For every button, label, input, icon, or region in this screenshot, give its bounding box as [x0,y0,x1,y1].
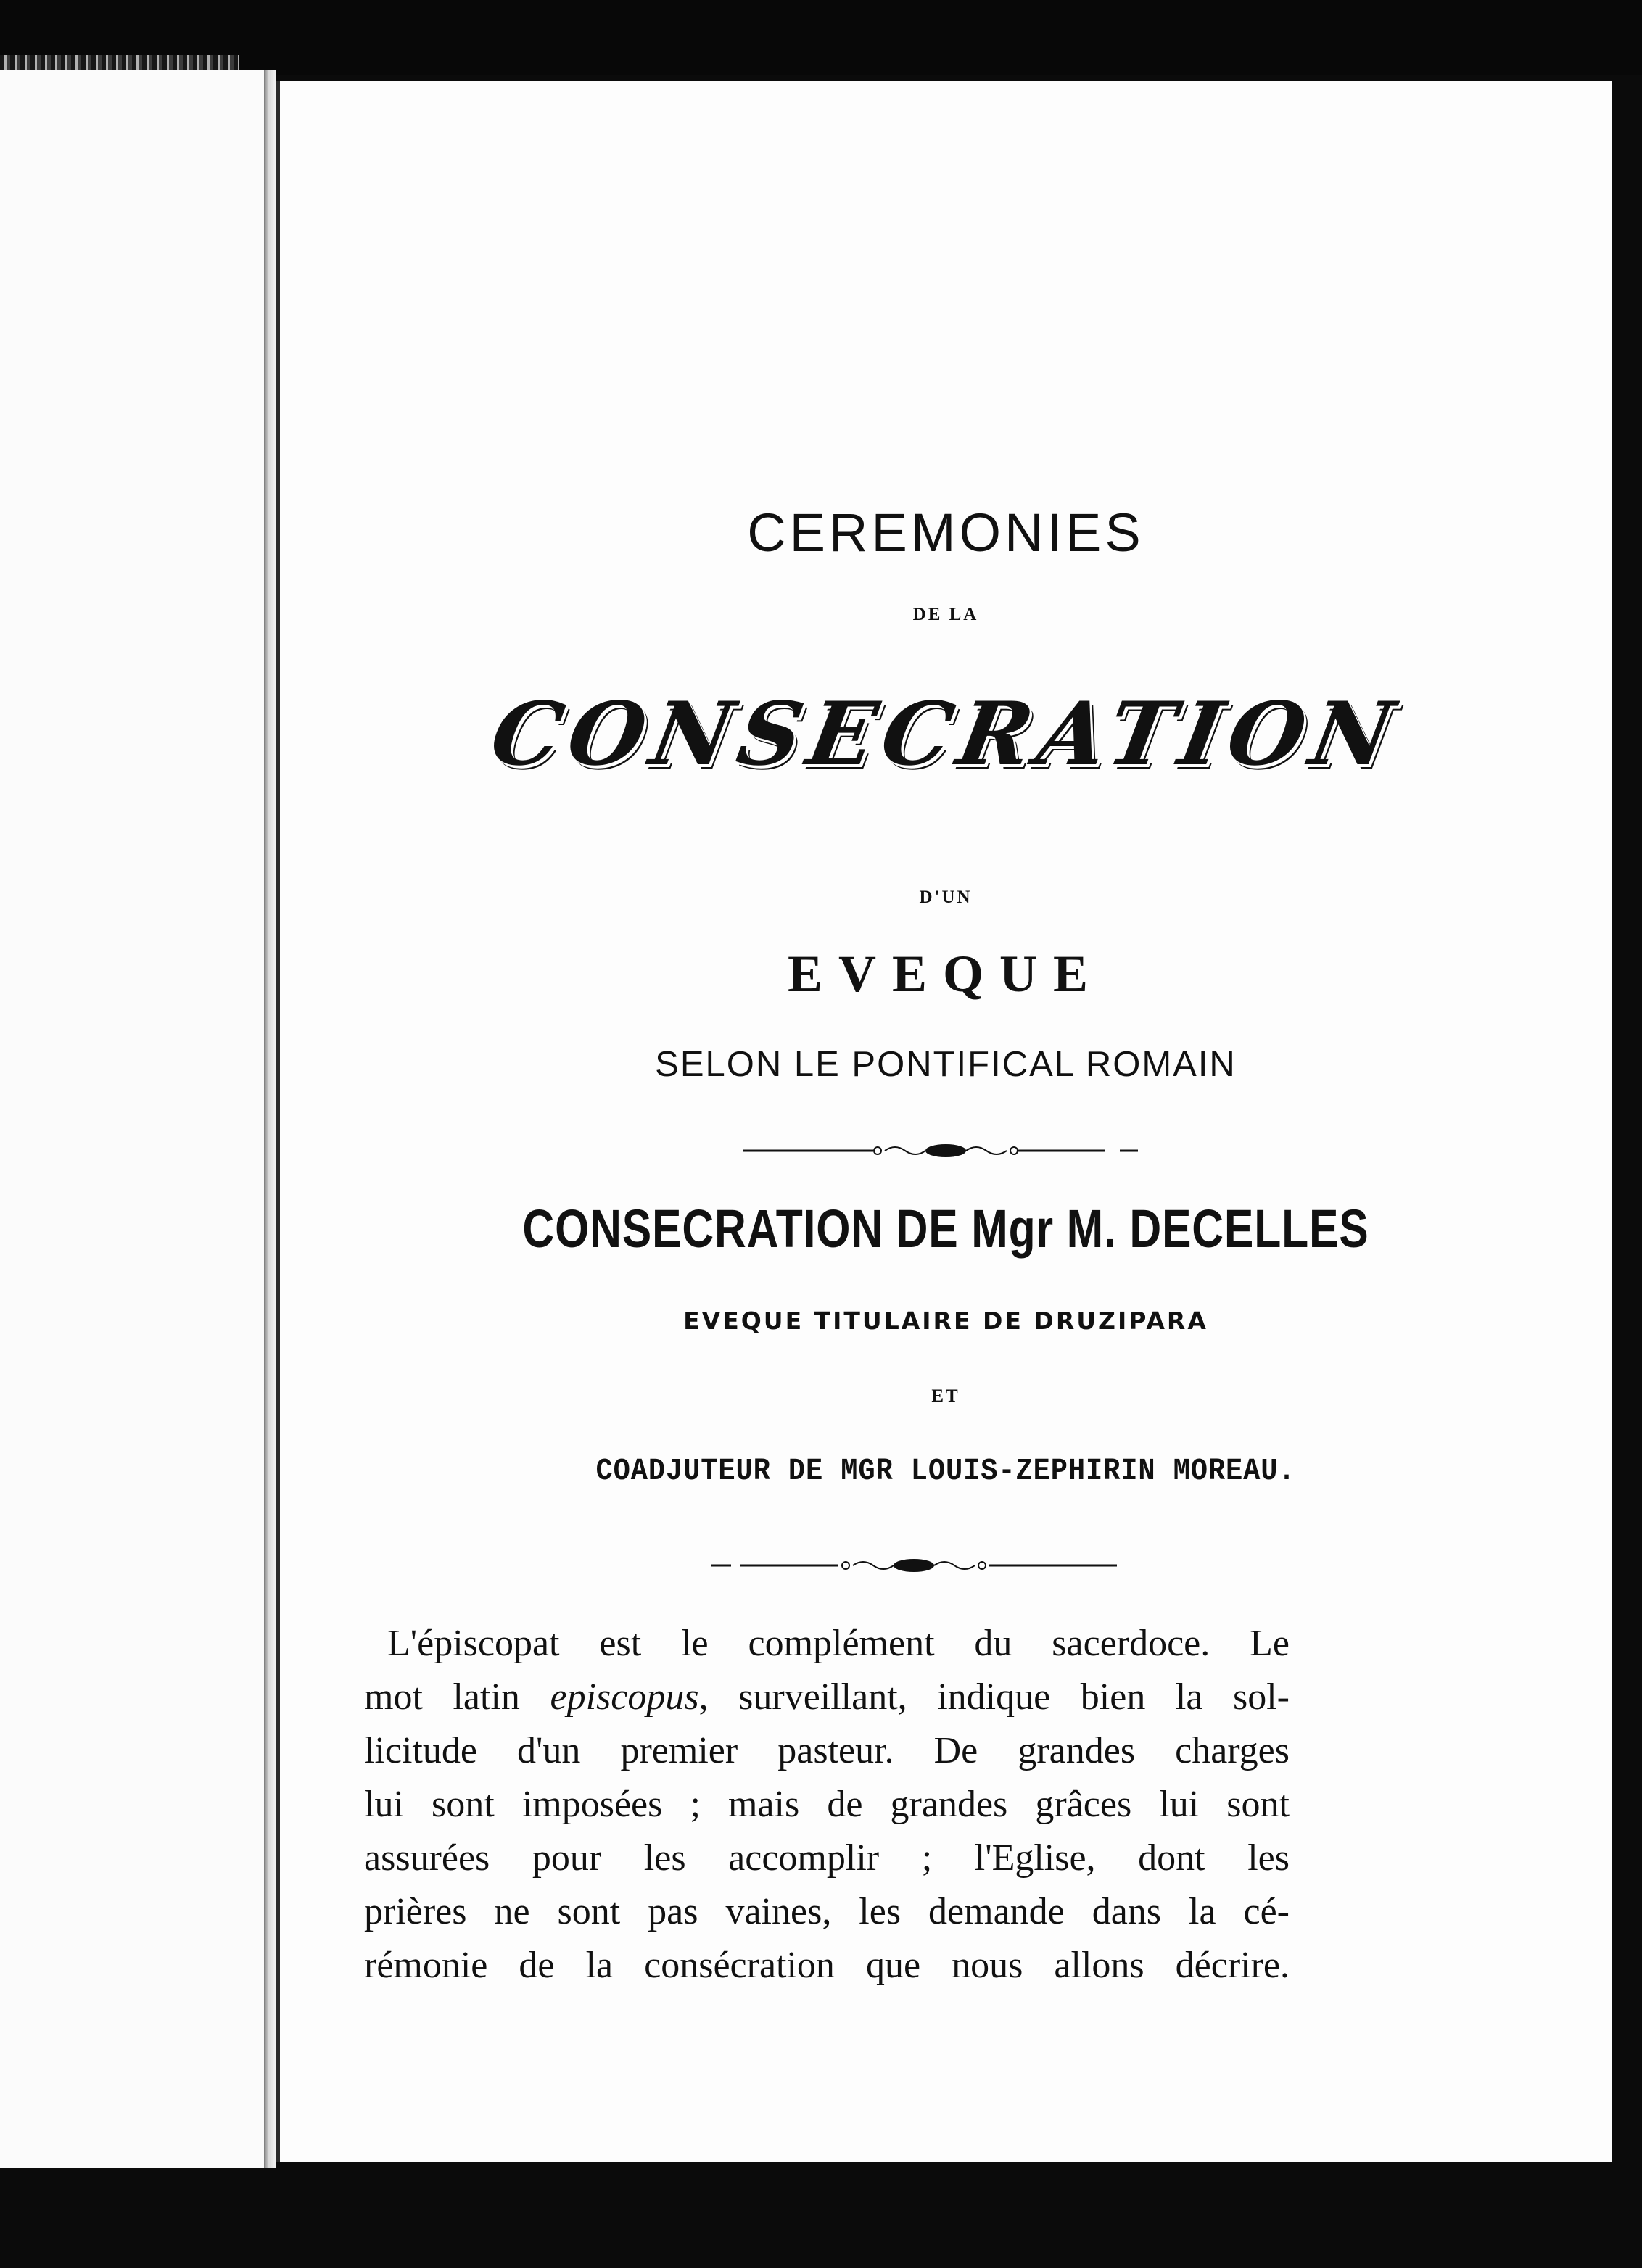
scan-artifact-strip [0,55,239,71]
paragraph-line: prières ne sont pas vaines, les demande dans la cé- [364,1891,1290,1932]
page-gutter [264,70,276,2172]
paragraph-text: mot latin [364,1676,550,1718]
subtitle-pontifical: SELON LE PONTIFICAL ROMAIN [655,1045,1237,1084]
connector-de-la: DE LA [912,605,979,624]
role-titular-bishop: EVEQUE TITULAIRE DE DRUZIPARA [683,1307,1208,1335]
role-coadjutor: COADJUTEUR DE MGR LOUIS-ZEPHIRIN MOREAU. [595,1453,1296,1489]
paragraph-line: assurées pour les accomplir ; l'Eglise, dont les [364,1837,1290,1879]
heading-consecration: CONSECRATION [483,683,1408,785]
paragraph-line: rémonie de la consécration que nous allons décrire. [364,1945,1290,1986]
facing-blank-page [0,70,271,2172]
paragraph-line: licitude d'un premier pasteur. De grandes charges [364,1730,1290,1771]
occasion-heading: CONSECRATION DE Mgr M. DECELLES [522,1199,1369,1259]
scan-border-top [0,0,1642,75]
paragraph-text: , surveillant, indique bien la sol- [698,1676,1290,1718]
paragraph-line: L'épiscopat est le complément du sacerdoce. Le [387,1623,1290,1664]
ornamental-rule-icon [711,1555,1117,1576]
intro-paragraph [364,1617,1290,1992]
heading-eveque: EVEQUE [787,945,1105,1003]
heading-ceremonies: CEREMONIES [747,502,1144,563]
scan-border-bottom [0,2168,1642,2268]
paragraph-line [364,1671,1290,1724]
paragraph-line: lui sont imposées ; mais de grandes grâces lui sont [364,1784,1290,1825]
connector-et: ET [931,1386,960,1406]
title-page [276,81,1612,2162]
latin-term: episcopus [550,1676,699,1718]
ornamental-rule-icon [743,1140,1149,1162]
connector-dun: D'UN [919,887,973,907]
